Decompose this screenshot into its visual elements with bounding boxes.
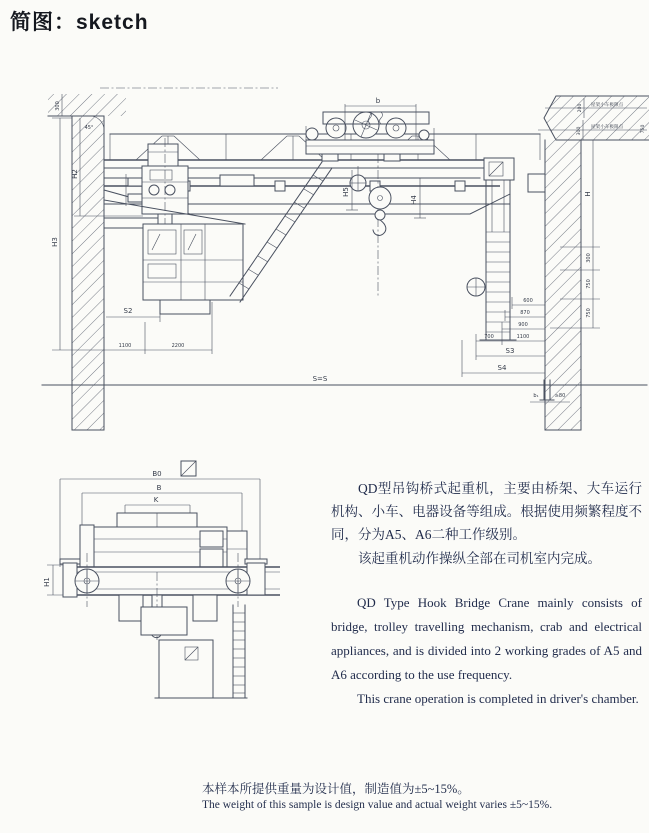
dim-label-1100b: 1100 [516,334,530,340]
description-zh-para1: QD型吊钩桥式起重机，主要由桥架、大车运行机构、小车、电器设备等组成。根据使用频繁程度不同，分为A5、A6二种工作级别。 [331,481,642,543]
page-title [10,6,149,36]
dim-label-300r: 300 [586,253,592,263]
description-en-para2: This crane operation is completed in driver's chamber. [357,691,639,707]
angle-label: 45° [84,125,94,131]
dim-label-2200: 2200 [171,343,185,349]
dim-label-b0: B0 [152,470,162,478]
dim-label-b: b [375,97,381,105]
dim-label-750-note: 750 [641,124,646,134]
dim-label-h3: H3 [51,237,59,247]
dim-label-h1: H1 [43,577,51,587]
dim-label-1100a: 1100 [118,343,132,349]
dim-label-870: 870 [520,310,530,316]
footer-note [202,779,552,811]
dim-label-s4: S4 [497,364,507,372]
dim-label-200-note: 200 [578,103,583,113]
footer-note-zh: 本样本所提供重量为设计值，制造值为±5~15%。 [202,782,470,796]
dim-label-900: 900 [518,322,528,328]
dim-label-span: S=S [312,375,328,383]
dim-label-750a: 750 [586,279,592,289]
page-title-zh: 简图： [10,11,76,34]
dim-label-h4: H4 [410,195,418,205]
footer-note-en: The weight of this sample is design value and actual weight varies ±5~15%. [202,799,553,811]
dim-label-300-note: 300 [577,126,582,136]
dim-label-gte80: ≥80 [554,393,566,399]
dim-label-700: 700 [484,334,494,340]
dim-label-300-topleft: 300 [55,101,61,111]
dim-label-b1: b₁ [533,393,539,399]
main-elevation-drawing [40,82,649,437]
dim-label-h5: H5 [342,187,350,197]
dim-label-600: 600 [523,298,533,304]
dim-label-750b: 750 [586,308,592,318]
right-wall [544,96,649,430]
hook-tackle [342,154,426,297]
note-trolley-limit-2: 屋架小车极限点 [591,125,624,130]
dim-label-h: H [584,191,592,197]
dim-label-s2: S2 [123,307,133,315]
page-title-en: sketch [76,11,149,34]
dim-label-bside: B [156,484,162,492]
trolley [306,112,434,161]
description-zh-para2: 该起重机动作操纵全部在司机室内完成。 [358,550,601,566]
side-under-gear [119,572,247,698]
side-view-drawing [35,455,315,705]
note-trolley-limit-1: 屋架小车极限点 [591,103,624,108]
description-en-para1: QD Type Hook Bridge Crane mainly consists of bridge, trolley travelling mechanism, crab and electrical appliances, and is divided into 2 working grades of A5 and A6 according to the use frequency. [331,594,642,683]
side-trolley [80,513,247,567]
dim-label-h2: H2 [71,169,79,179]
dim-label-s3: S3 [505,347,515,355]
description-block [331,477,642,711]
dim-label-k: K [153,496,159,504]
section-symbol [181,461,196,476]
paragraph-gap [331,570,642,591]
